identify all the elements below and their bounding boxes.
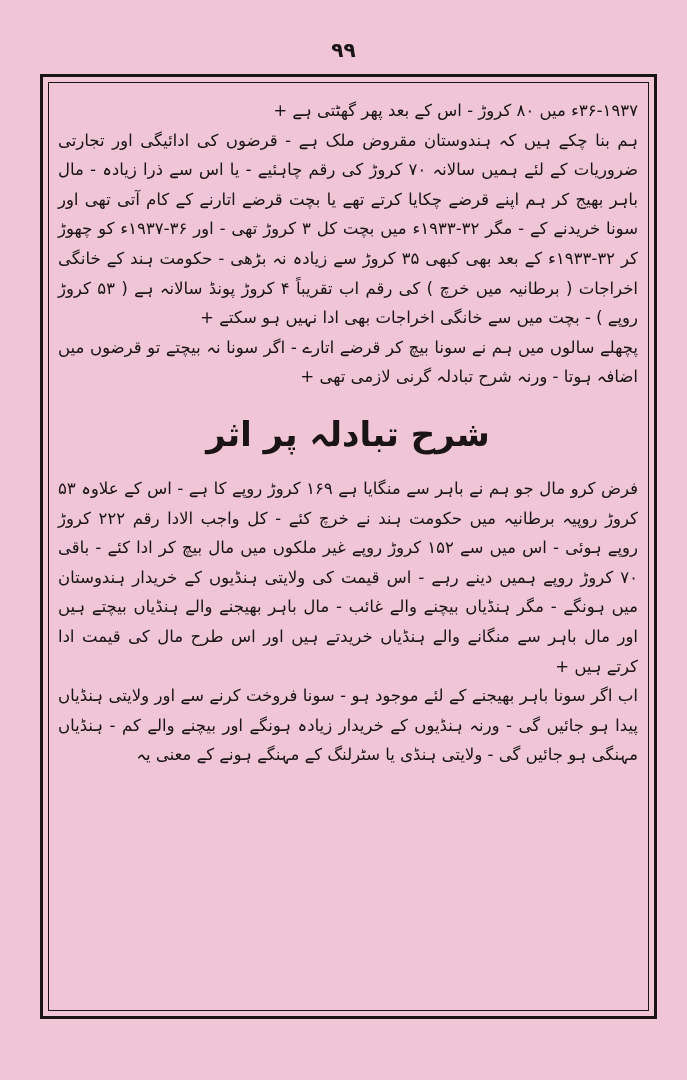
paragraph: اب اگر سونا باہر بھیجنے کے لئے موجود ہو - سونا فروخت کرنے سے اور ولایتی ہنڈیاں پیدا ہو جائیں گی - ورنہ ہنڈیوں کے خریدار زیادہ ہونگے اور بیچنے والے کم - ہنڈیاں مہنگی ہو جائیں گی - ولایتی ہنڈی یا سٹرلنگ کے مہنگے ہونے کے معنی یہ — [58, 686, 638, 765]
page-text — [58, 96, 638, 770]
section-heading: شرح تبادلہ پر اثر — [206, 414, 490, 455]
paragraph: ہم بنا چکے ہیں کہ ہندوستان مقروض ملک ہے - قرضوں کی ادائیگی اور تجارتی ضروریات کے لئے ہمیں سالانہ ۷۰ کروڑ کی رقم چاہئیے - یا اس سے ذرا زیادہ - مال باہر بھیج کر ہم اپنے قرضے چکایا کرتے تھے یا بچت قرضے اتارنے کے کام آتی تھی اور سونا خریدنے کے - مگر ۳۲-۱۹۳۳ء میں بچت کل ۳ کروڑ تھی - اور ۳۶-۱۹۳۷ء کو چھوڑ کر ۳۲-۱۹۳۳ء کے بعد بھی کبھی ۳۵ کروڑ سے زیادہ نہ بڑھی - حکومت ہند کے خانگی اخراجات ( برطانیہ میں خرچ ) کی رقم اب تقریباً ۴ کروڑ پونڈ سالانہ ہے ( ۵۳ کروڑ روپے ) - بچت میں سے خانگی اخراجات بھی ادا نہیں ہو سکتے + — [58, 130, 639, 328]
paragraph: پچھلے سالوں میں ہم نے سونا بیچ کر قرضے اتارے - اگر سونا نہ بیچتے تو قرضوں میں اضافہ ہوتا - ورنہ شرح تبادلہ گرنی لازمی تھی + — [58, 337, 638, 387]
paragraph: ۳۶-۱۹۳۷ء میں ۸۰ کروڑ - اس کے بعد پھر گھٹتی ہے + — [273, 101, 638, 120]
paragraph: فرض کرو مال جو ہم نے باہر سے منگایا ہے ۱۶۹ کروڑ روپے کا ہے - اس کے علاوہ ۵۳ کروڑ روپیہ برطانیہ میں حکومت ہند نے خرچ کئے - کل واجب الادا رقم ۲۲۲ کروڑ روپے ہوئی - اس میں سے ۱۵۲ کروڑ روپے غیر ملکوں میں مال بیچ کر ادا کئے - باقی ۷۰ کروڑ روپے ہمیں دینے رہے - اس قیمت کی ولایتی ہنڈیوں کے خریدار ہندوستان میں ہونگے - مگر ہنڈیاں بیچنے والے غائب - مال باہر بھیجنے والے ہنڈیاں بیچتے ہیں اور مال باہر سے منگانے والے ہنڈیاں خریدتے ہیں اور اس طرح مال کی قیمت ادا کرتے ہیں + — [58, 478, 638, 676]
page-number: ۹۹ — [331, 38, 356, 62]
